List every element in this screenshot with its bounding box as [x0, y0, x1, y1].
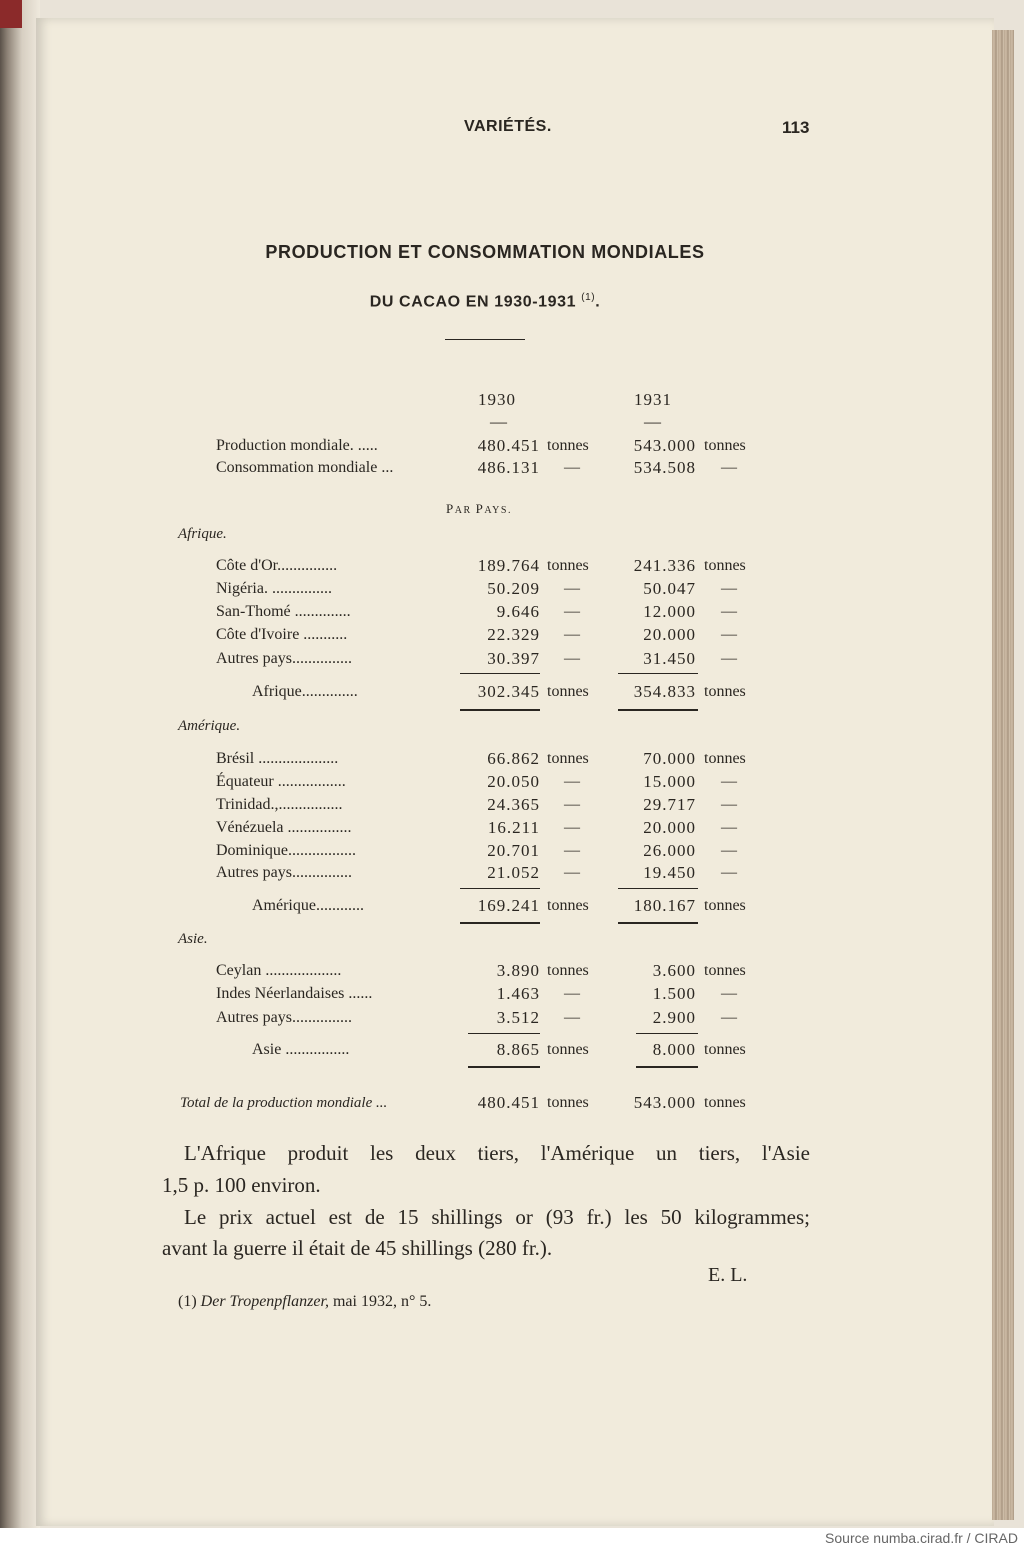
row-label: Consommation mondiale ...	[216, 459, 394, 476]
unit-1931: tonnes	[704, 962, 746, 979]
subtotal-value-1930: 302.345	[477, 682, 540, 701]
value-1930: 21.052	[487, 863, 540, 882]
par-pays-heading	[446, 501, 512, 517]
ditto-mark-1930: —	[564, 580, 580, 597]
value-1931: 70.000	[643, 749, 696, 768]
row-label: Côte d'Ivoire ...........	[216, 626, 348, 643]
value-1930: 22.329	[487, 625, 540, 644]
signature: E. L.	[708, 1264, 748, 1286]
footnote-detail: mai 1932, n° 5.	[332, 1293, 432, 1310]
ditto-mark-1930: —	[564, 1009, 580, 1026]
value-1931: 15.000	[643, 772, 696, 791]
row-label: Trinidad.,................	[216, 796, 343, 813]
unit-1931: tonnes	[704, 750, 746, 767]
row-label: Dominique.................	[216, 842, 356, 859]
row-label: Autres pays...............	[216, 650, 352, 667]
section-heading-asie: Asie.	[178, 931, 208, 947]
ditto-mark-1931: —	[721, 580, 737, 597]
subtotal-value-1931: 180.167	[633, 896, 696, 915]
unit-1931: tonnes	[704, 683, 746, 700]
grand-total-1931: 543.000	[633, 1093, 696, 1112]
column-head-dash-1931: —	[644, 412, 661, 431]
paragraph-line: avant la guerre il était de 45 shillings (280 fr.).	[162, 1236, 553, 1260]
value-1930: 480.451	[477, 436, 540, 455]
ditto-mark-1930: —	[564, 626, 580, 643]
subtotal-label: Asie ................	[252, 1041, 350, 1058]
grand-total-label: Total de la production mondiale ...	[180, 1095, 388, 1111]
par-pays-ar: AR	[454, 505, 476, 516]
subtotal-label: Afrique..............	[252, 683, 358, 700]
value-1931: 1.500	[652, 984, 696, 1003]
sum-rule-1931	[618, 888, 698, 889]
row-label: Production mondiale. .....	[216, 437, 378, 454]
subtotal-value-1930: 8.865	[496, 1040, 540, 1059]
ditto-mark-1931: —	[721, 796, 737, 813]
article-subtitle	[212, 292, 758, 311]
ditto-mark-1930: —	[564, 842, 580, 859]
value-1930: 24.365	[487, 795, 540, 814]
row-label: San-Thomé ..............	[216, 603, 351, 620]
sum-rule-1931	[636, 1033, 698, 1034]
ditto-mark-1931: —	[721, 864, 737, 881]
value-1930: 66.862	[487, 749, 540, 768]
sum-rule-1930	[460, 673, 540, 674]
subtotal-value-1931: 354.833	[633, 682, 696, 701]
total-rule-1931	[618, 922, 698, 924]
row-label: Équateur .................	[216, 773, 346, 790]
total-rule-1930	[468, 1066, 540, 1068]
ditto-mark-1931: —	[721, 819, 737, 836]
unit-1931: tonnes	[704, 557, 746, 574]
book-spine-edge	[0, 0, 40, 1528]
total-rule-1930	[460, 922, 540, 924]
unit-1930: tonnes	[547, 1094, 589, 1111]
unit-1930: tonnes	[547, 1041, 589, 1058]
value-1931: 29.717	[643, 795, 696, 814]
par-pays-p2: P	[475, 501, 485, 516]
total-rule-1931	[636, 1066, 698, 1068]
value-1930: 189.764	[477, 556, 540, 575]
sum-rule-1930	[460, 888, 540, 889]
unit-1931: tonnes	[704, 897, 746, 914]
total-rule-1930	[460, 709, 540, 711]
ditto-mark-1931: —	[721, 603, 737, 620]
ditto-mark-1931: —	[721, 626, 737, 643]
subtotal-value-1931: 8.000	[652, 1040, 696, 1059]
ditto-mark-1930: —	[564, 985, 580, 1002]
value-1930: 50.209	[487, 579, 540, 598]
row-label: Autres pays...............	[216, 1009, 352, 1026]
value-1930: 3.890	[496, 961, 540, 980]
ditto-mark-1931: —	[721, 773, 737, 790]
subtitle-end: .	[595, 293, 601, 311]
unit-1930: tonnes	[547, 750, 589, 767]
footnote-source: Der Tropenpflanzer,	[200, 1293, 329, 1310]
value-1930: 20.701	[487, 841, 540, 860]
value-1930: 486.131	[477, 458, 540, 477]
value-1931: 20.000	[643, 625, 696, 644]
footnote-mark: (1)	[178, 1293, 197, 1310]
ditto-mark-1930: —	[564, 603, 580, 620]
ditto-mark-1930: —	[564, 796, 580, 813]
par-pays-ays: AYS.	[484, 505, 512, 516]
unit-1930: tonnes	[547, 683, 589, 700]
value-1931: 543.000	[633, 436, 696, 455]
paragraph-line: 1,5 p. 100 environ.	[162, 1173, 321, 1197]
unit-1931: tonnes	[704, 1041, 746, 1058]
subtotal-value-1930: 169.241	[477, 896, 540, 915]
unit-1931: tonnes	[704, 1094, 746, 1111]
row-label: Ceylan ...................	[216, 962, 342, 979]
ditto-mark-1931: —	[721, 1009, 737, 1026]
sum-rule-1930	[468, 1033, 540, 1034]
value-1931: 534.508	[633, 458, 696, 477]
page-number: 113	[782, 118, 810, 137]
ditto-mark-1931: —	[721, 842, 737, 859]
value-1931: 20.000	[643, 818, 696, 837]
ditto-mark-1930: —	[564, 459, 580, 476]
row-label: Autres pays...............	[216, 864, 352, 881]
page-stack-edge	[992, 30, 1014, 1520]
ditto-mark-1930: —	[564, 819, 580, 836]
value-1930: 3.512	[496, 1008, 540, 1027]
paragraph-line: L'Afrique produit les deux tiers, l'Amérique un tiers, l'Asie	[184, 1141, 810, 1165]
grand-total-1930: 480.451	[477, 1093, 540, 1112]
value-1930: 20.050	[487, 772, 540, 791]
value-1931: 19.450	[643, 863, 696, 882]
column-head-1931: 1931	[634, 390, 672, 409]
value-1931: 241.336	[633, 556, 696, 575]
ditto-mark-1930: —	[564, 773, 580, 790]
value-1931: 31.450	[643, 649, 696, 668]
unit-1930: tonnes	[547, 437, 589, 454]
running-head: VARIÉTÉS.	[464, 118, 552, 135]
value-1931: 26.000	[643, 841, 696, 860]
unit-1931: tonnes	[704, 437, 746, 454]
value-1930: 9.646	[496, 602, 540, 621]
row-label: Nigéria. ...............	[216, 580, 332, 597]
ditto-mark-1931: —	[721, 985, 737, 1002]
value-1931: 50.047	[643, 579, 696, 598]
row-label: Côte d'Or...............	[216, 557, 338, 574]
value-1930: 1.463	[496, 984, 540, 1003]
row-label: Vénézuela ................	[216, 819, 352, 836]
section-heading-amerique: Amérique.	[178, 718, 241, 734]
value-1930: 30.397	[487, 649, 540, 668]
ditto-mark-1931: —	[721, 459, 737, 476]
row-label: Indes Néerlandaises ......	[216, 985, 373, 1002]
subtotal-label: Amérique............	[252, 897, 364, 914]
book-binding-red	[0, 0, 22, 28]
unit-1930: tonnes	[547, 557, 589, 574]
section-heading-afrique: Afrique.	[178, 526, 227, 542]
total-rule-1931	[618, 709, 698, 711]
ditto-mark-1931: —	[721, 650, 737, 667]
column-head-dash-1930: —	[490, 412, 507, 431]
title-rule	[445, 339, 525, 340]
unit-1930: tonnes	[547, 897, 589, 914]
ditto-mark-1930: —	[564, 864, 580, 881]
subtitle-text: DU CACAO EN 1930-1931	[369, 293, 577, 311]
footnote-reference: (1)	[581, 292, 596, 303]
value-1931: 3.600	[652, 961, 696, 980]
paragraph-line: Le prix actuel est de 15 shillings or (93 fr.) les 50 kilogrammes;	[184, 1205, 810, 1229]
ditto-mark-1930: —	[564, 650, 580, 667]
value-1931: 12.000	[643, 602, 696, 621]
value-1931: 2.900	[652, 1008, 696, 1027]
row-label: Brésil ....................	[216, 750, 339, 767]
sum-rule-1931	[618, 673, 698, 674]
source-credit: Source numba.cirad.fr / CIRAD	[825, 1530, 1018, 1546]
article-title: PRODUCTION ET CONSOMMATION MONDIALES	[265, 242, 705, 262]
footnote	[178, 1293, 431, 1311]
value-1930: 16.211	[487, 818, 540, 837]
par-pays-p: P	[446, 501, 455, 516]
unit-1930: tonnes	[547, 962, 589, 979]
column-head-1930: 1930	[478, 390, 516, 409]
